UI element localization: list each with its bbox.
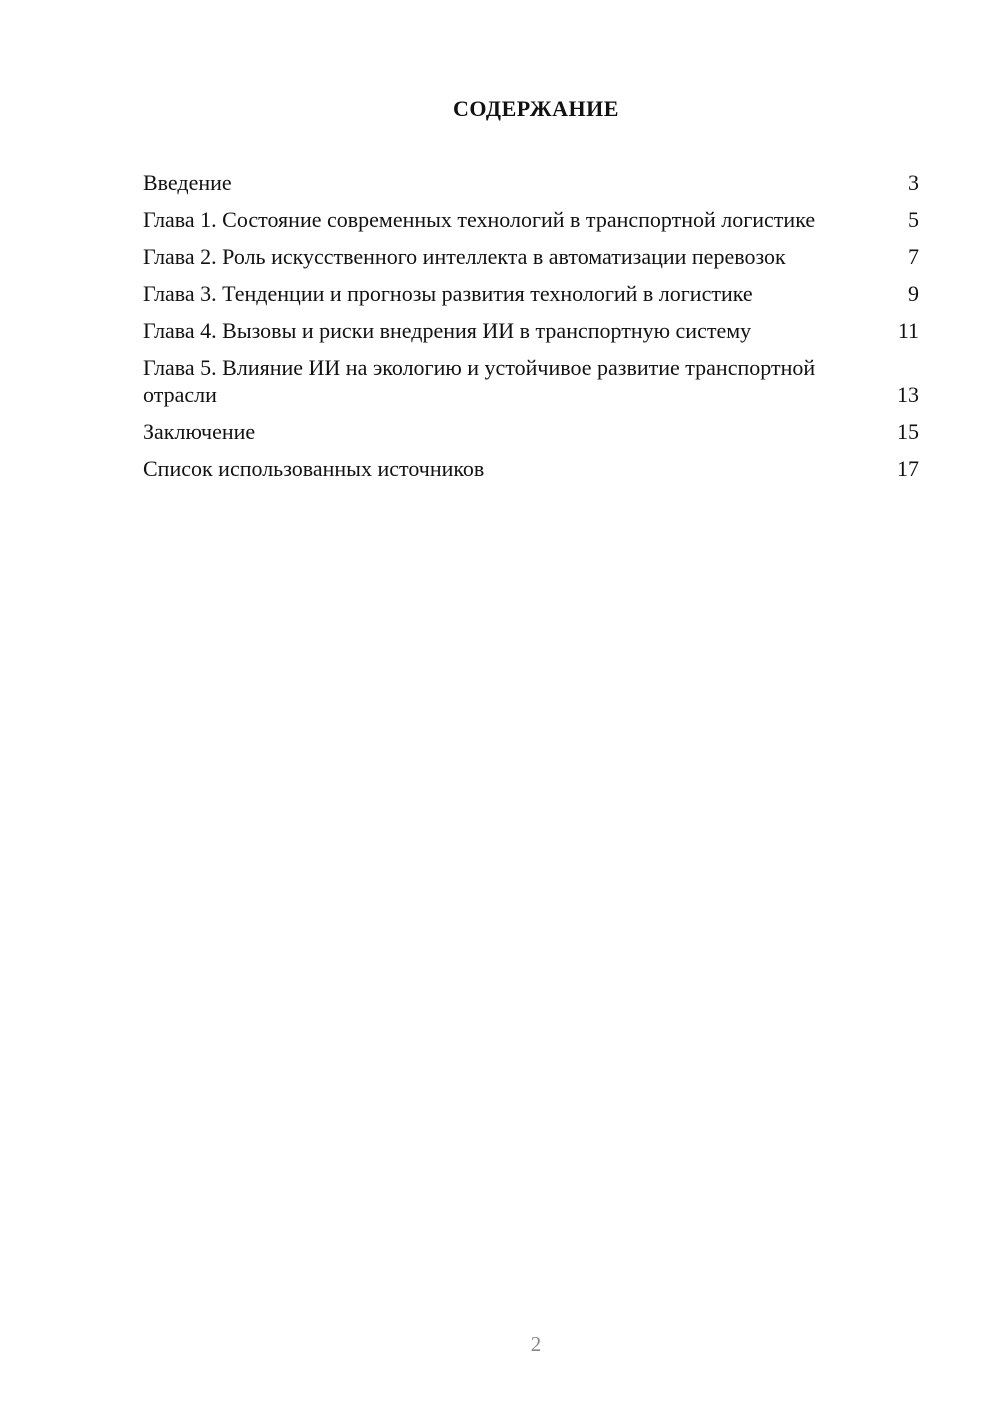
page-number: 2: [530, 1332, 542, 1356]
toc-entry-page: 13: [897, 382, 919, 407]
toc-entry-page: 9: [908, 281, 919, 306]
toc-entry-chapter-1: [143, 206, 919, 233]
toc-entry-title: Список использованных источников: [143, 456, 485, 481]
toc-entry-chapter-5: [143, 354, 919, 408]
toc-entry-title: Глава 2. Роль искусственного интеллекта в автоматизации перевозок: [143, 244, 786, 269]
toc-entry-title: Глава 5. Влияние ИИ на экологию и устойчивое развитие транспортной отрасли: [143, 355, 816, 407]
toc-entry-page: 5: [908, 207, 919, 232]
toc-entry-conclusion: [143, 418, 919, 445]
toc-entry-chapter-2: [143, 243, 919, 270]
toc-entry-title: Глава 4. Вызовы и риски внедрения ИИ в транспортную систему: [143, 318, 752, 343]
toc-entry-title: Глава 1. Состояние современных технологий в транспортной логистике: [143, 207, 816, 232]
toc-entry-title: Заключение: [143, 419, 256, 444]
toc-entry-chapter-4: [143, 317, 919, 344]
toc-entry-page: 17: [897, 456, 919, 481]
toc-entry-title: Введение: [143, 170, 232, 195]
toc-entry-title: Глава 3. Тенденции и прогнозы развития технологий в логистике: [143, 281, 753, 306]
toc-entry-introduction: [143, 169, 919, 196]
page-title: СОДЕРЖАНИЕ: [453, 96, 619, 121]
toc-entry-page: 15: [897, 419, 919, 444]
toc-entry-page: 7: [908, 244, 919, 269]
toc-entry-page: 11: [897, 318, 919, 343]
toc-entry-references: [143, 455, 919, 482]
table-of-contents: [143, 169, 919, 492]
toc-entry-page: 3: [908, 170, 919, 195]
toc-entry-chapter-3: [143, 280, 919, 307]
